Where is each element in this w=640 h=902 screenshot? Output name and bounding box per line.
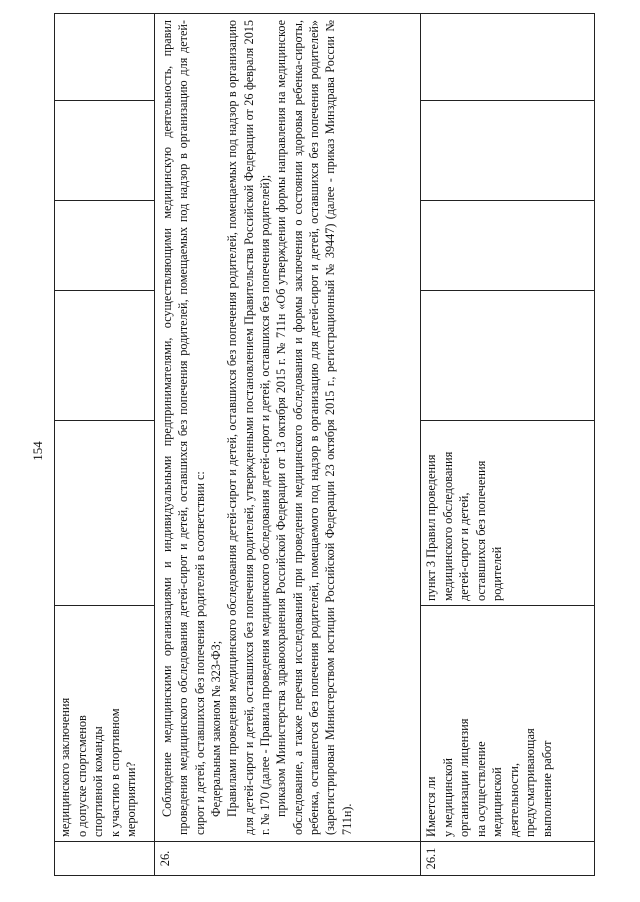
empty-cell bbox=[55, 101, 155, 201]
question-line: мероприятии? bbox=[124, 761, 138, 837]
table-row bbox=[155, 14, 421, 876]
checklist-table bbox=[54, 13, 595, 876]
question-line: о допуске спортсменов bbox=[74, 715, 89, 837]
question-line: медицинского заключения bbox=[58, 697, 72, 837]
table-row bbox=[421, 14, 595, 876]
reference-line: родителей bbox=[490, 546, 504, 601]
requirement-paragraph: Соблюдение медицинскими организациями и индивидуальными предпринимателями, осуществляющими медицинскую деятельность, правил проведения медицинского обследования детей-сирот и детей, оставшихся без попечения родителей, помещаемых под надзор в организацию для детей-сирот и детей, оставшихся без попечения родителей в соответствии с: bbox=[160, 20, 207, 835]
requirement-paragraph: Правилами проведения медицинского обследования детей-сирот и детей, оставшихся без попечения родителей, помещаемых под надзор в организацию для детей-сирот и детей, оставшихся без попечения родителей, утвержденными постановлением Правительства Российской Федерации от 26 февраля 2015 г. № 170 (далее - Правила проведения медицинского обследования детей-сирот и детей, оставшихся без попечения родителей); bbox=[225, 20, 273, 835]
question-line: организации лицензия bbox=[457, 718, 471, 837]
question-line: предусматривающая bbox=[523, 728, 537, 837]
empty-cell bbox=[55, 14, 155, 101]
question-line: на осуществление bbox=[473, 741, 488, 837]
reference-cell bbox=[55, 421, 155, 606]
rotated-table-stage bbox=[54, 14, 594, 876]
requirement-paragraph: Федеральным законом № 323-ФЗ; bbox=[209, 640, 224, 817]
empty-cell bbox=[55, 201, 155, 291]
table-row bbox=[55, 14, 155, 876]
row-number: 26.1 bbox=[421, 842, 595, 876]
question-line: спортивной команды bbox=[91, 726, 105, 837]
empty-cell bbox=[421, 201, 595, 291]
empty-cell bbox=[421, 291, 595, 421]
empty-cell bbox=[55, 291, 155, 421]
row-number: 26. bbox=[155, 842, 421, 876]
question-cell bbox=[55, 606, 155, 842]
row-number bbox=[55, 842, 155, 876]
question-line: у медицинской bbox=[440, 757, 455, 837]
question-line: выполнение работ bbox=[539, 740, 554, 837]
empty-cell bbox=[421, 101, 595, 201]
question-line: деятельности, bbox=[506, 762, 521, 837]
reference-line: оставшихся без попечения bbox=[473, 460, 488, 601]
question-line: к участию в спортивном bbox=[107, 708, 122, 837]
reference-cell bbox=[421, 421, 595, 606]
requirement-paragraph: приказом Министерства здравоохранения Российской Федерации от 13 октября 2015 г. № 711н «Об утверждении формы направления на медицинское обследование, а также перечня исследований при проведении медицинского обследования и формы заключения о состоянии здоровья ребенка-сироты, ребенка, оставшегося без попечения родителей, помещаемого под надзор в организацию для детей-сирот и детей, оставшихся без попечения родителей» (зарегистрирован Министерством юстиции Российской Федерации 23 октября 2015 г., регистрационный № 39447) (далее - приказ Минздрава России № 711н). bbox=[274, 20, 354, 835]
question-line: Имеется ли bbox=[424, 776, 438, 837]
requirement-cell bbox=[155, 14, 421, 842]
reference-line: детей-сирот и детей, bbox=[457, 492, 471, 601]
empty-cell bbox=[421, 14, 595, 101]
question-cell bbox=[421, 606, 595, 842]
page-number: 154 bbox=[30, 441, 45, 461]
reference-line: пункт 3 Правил проведения bbox=[424, 454, 438, 601]
reference-line: медицинского обследования bbox=[440, 451, 455, 601]
question-line: медицинской bbox=[490, 767, 504, 837]
